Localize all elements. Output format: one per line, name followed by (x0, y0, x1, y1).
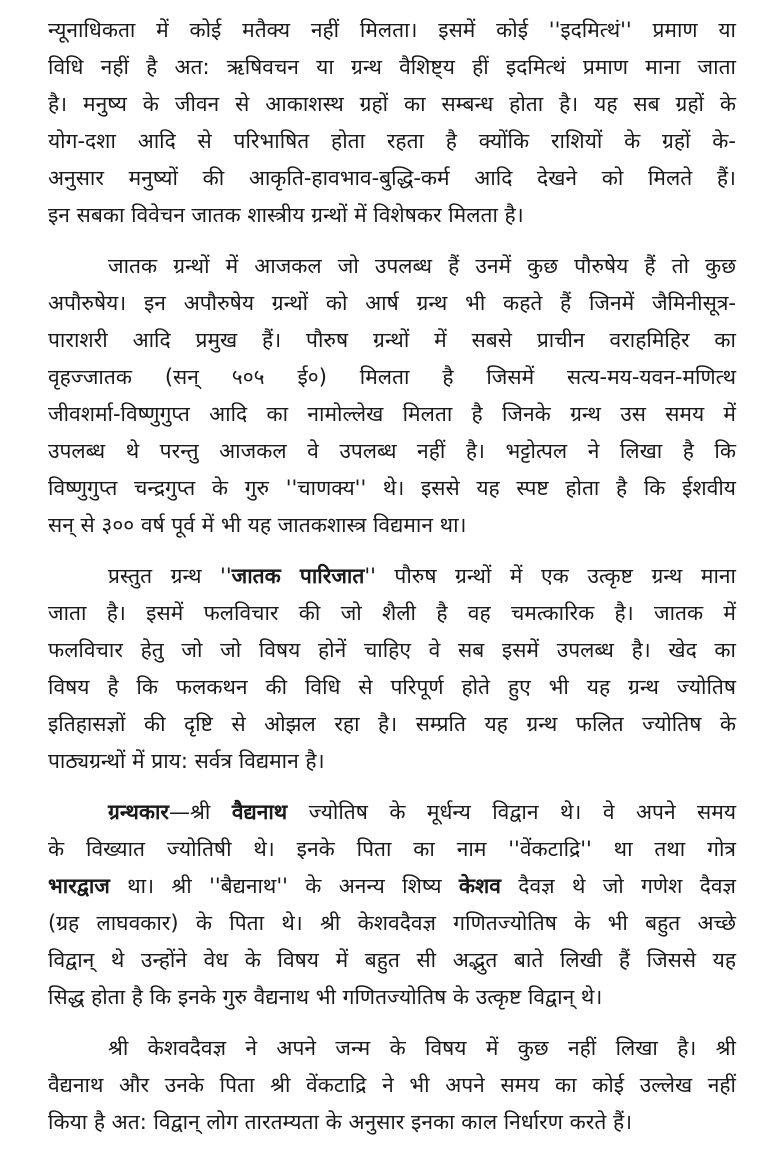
book-title: जातक पारिजात (231, 564, 365, 588)
text-line: उपलब्ध थे परन्तु आजकल वे उपलब्ध नहीं है। भट्टोत्पल ने लिखा है कि (48, 439, 736, 463)
paragraph-5 (48, 1030, 736, 1141)
text-line: विष्णुगुप्त चन्द्रगुप्त के गुरु ''चाणक्य'' थे। इससे यह स्पष्ट होता है कि ईशवीय (48, 476, 736, 500)
text-run: ज्योतिष के मूर्धन्य विद्वान थे। वे अपने समय (287, 800, 736, 824)
text-line: इतिहासज्ञों की दृष्टि से ओझल रहा है। सम्प्रति यह ग्रन्थ फलित ज्योतिष के (48, 712, 736, 736)
text-line: वृहज्जातक (सन् ५०५ ई०) मिलता है जिसमें सत्य-मय-यवन-मणित्थ (48, 365, 736, 389)
text-line: इन सबका विवेचन जातक शास्त्रीय ग्रन्थों में विशेषकर मिलता है। (48, 203, 524, 227)
text-line: सिद्ध होता है कि इनके गुरु वैद्यनाथ भी गणितज्योतिष के उत्कृष्ट विद्वान् थे। (48, 985, 603, 1009)
text-line: (ग्रह लाघवकार) के पिता थे। श्री केशवदैवज्ञ गणितज्योतिष के भी बहुत अच्छे (48, 911, 736, 935)
text-line: श्री केशवदैवज्ञ ने अपने जन्म के विषय में कुछ नहीं लिखा है। श्री (108, 1036, 736, 1060)
text-line (48, 794, 736, 831)
text-run: दैवज्ञ थे जो गणेश दैवज्ञ (500, 874, 737, 898)
text-line: विधि नहीं है अत: ऋषिवचन या ग्रन्थ वैशिष्ट्य हीं इदमित्थं प्रमाण माना जाता (48, 55, 736, 79)
text-line: न्यूनाधिकता में कोई मतैक्य नहीं मिलता। इसमें कोई ''इदमित्थं'' प्रमाण या (48, 18, 736, 42)
text-line: योग-दशा आदि से परिभाषित होता रहता है क्योंकि राशियों के ग्रहों के- (48, 129, 736, 153)
text-line: के विख्यात ज्योतिषी थे। इनके पिता का नाम ''वेंकटाद्रि'' था तथा गोत्र (48, 837, 736, 861)
text-run: —श्री (169, 800, 232, 824)
text-line: सन् से ३०० वर्ष पूर्व में भी यह जातकशास्त्र विद्यमान था। (48, 513, 467, 537)
text-line: जीवशर्मा-विष्णुगुप्त आदि का नामोल्लेख मिलता है जिनके ग्रन्थ उस समय में (48, 402, 736, 426)
text-line: अपौरुषेय। इन अपौरुषेय ग्रन्थों को आर्ष ग्रन्थ भी कहते हैं जिनमें जैमिनीसूत्र- (48, 291, 736, 315)
paragraph-2 (48, 248, 736, 544)
text-line: जातक ग्रन्थों में आजकल जो उपलब्ध हैं उनमें कुछ पौरुषेय हैं तो कुछ (108, 254, 736, 278)
author-name: वैद्यनाथ (231, 800, 288, 824)
text-line (48, 868, 736, 905)
text-line: अनुसार मनुष्यों की आकृति-हावभाव-बुद्धि-कर्म आदि देखने को मिलते हैं। (48, 166, 736, 190)
paragraph-4 (48, 794, 736, 1016)
text-run: था। श्री ''बैद्यनाथ'' के अनन्य शिष्य (109, 874, 459, 898)
text-line: विषय है कि फलकथन की विधि से परिपूर्ण होते हुए भी यह ग्रन्थ ज्योतिष (48, 675, 736, 699)
text-line: पाठ्यग्रन्थों में प्राय: सर्वत्र विद्यमान है। (48, 749, 325, 773)
text-line: विद्वान् थे उन्होंने वेध के विषय में बहुत सी अद्भुत बाते लिखी हैं जिससे यह (48, 948, 736, 972)
text-line: फलविचार हेतु जो जो विषय होनें चाहिए वे सब इसमें उपलब्ध है। खेद का (48, 638, 736, 662)
document-page (48, 12, 736, 1155)
text-line: किया है अत: विद्वान् लोग तारतम्यता के अनुसार इनका काल निर्धारण करते हैं। (48, 1110, 633, 1134)
text-run: प्रस्तुत ग्रन्थ '' (108, 564, 232, 588)
paragraph-3 (48, 558, 736, 780)
text-run: '' पौरुष ग्रन्थों में एक उत्कृष्ट ग्रन्थ माना (364, 564, 736, 588)
disciple-name: केशव (458, 874, 501, 898)
text-line: जाता है। इसमें फलविचार की जो शैली है वह चमत्कारिक है। जातक में (48, 601, 736, 625)
text-line: है। मनुष्य के जीवन से आकाशस्थ ग्रहों का सम्बन्ध होता है। यह सब ग्रहों के (48, 92, 736, 116)
gotra-name: भारद्वाज (48, 874, 110, 898)
section-heading: ग्रन्थकार (108, 800, 170, 824)
text-line (48, 558, 736, 595)
text-line: वैद्यनाथ और उनके पिता श्री वेंकटाद्रि ने भी अपने समय का कोई उल्लेख नहीं (48, 1073, 736, 1097)
text-line: पाराशरी आदि प्रमुख हैं। पौरुष ग्रन्थों में सबसे प्राचीन वराहमिहिर का (48, 328, 736, 352)
paragraph-1 (48, 12, 736, 234)
